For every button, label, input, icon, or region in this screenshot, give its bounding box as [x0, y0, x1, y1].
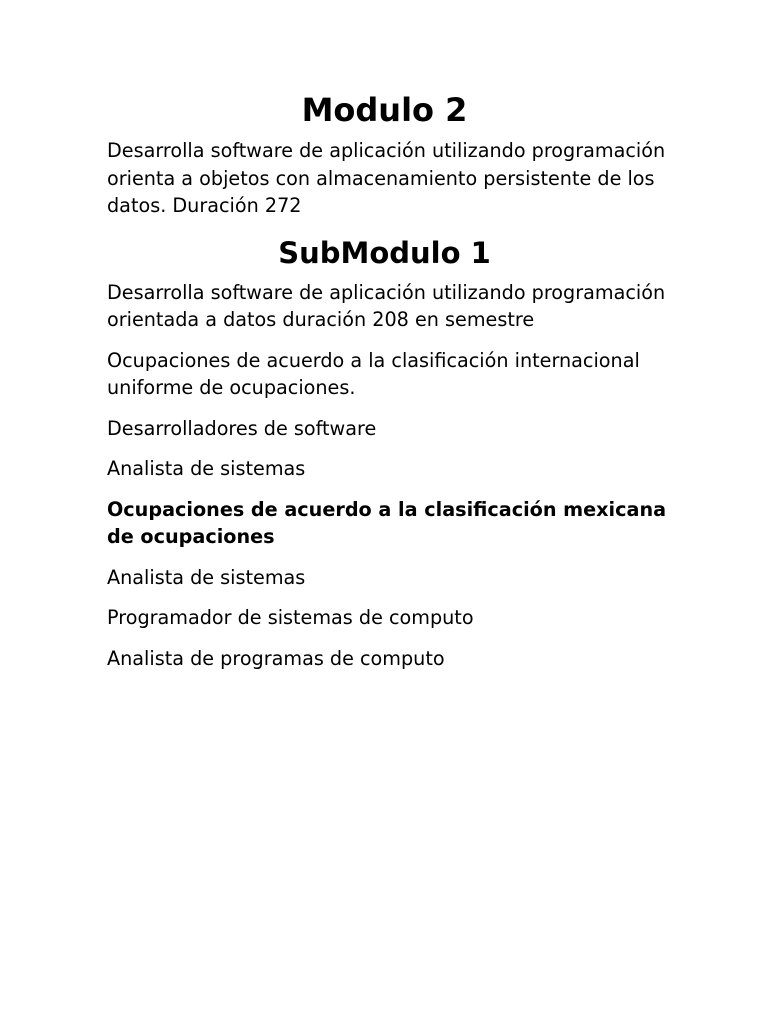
occupation-item: Analista de sistemas — [107, 457, 306, 480]
submodule-title: SubModulo 1 — [278, 235, 491, 270]
occupation-item: Analista de sistemas — [107, 565, 306, 589]
occupation-item: Programador de sistemas de computo — [107, 606, 474, 629]
occupation-item: Analista de programas de computo — [107, 646, 445, 670]
module-title: Modulo 2 — [301, 91, 468, 129]
module-description: Desarrolla software de aplicación utilizando programación orienta a objetos con almacenamiento persistente de los datos. Duración 272 — [107, 139, 666, 217]
international-occupations-heading: Ocupaciones de acuerdo a la clasificación internacional uniforme de ocupaciones. — [107, 348, 640, 399]
submodule-description: Desarrolla software de aplicación utilizando programación orientada a datos duración 208 en semestre — [107, 280, 666, 331]
mexican-occupations-heading: Ocupaciones de acuerdo a la clasificación mexicana de ocupaciones — [107, 497, 667, 548]
document-page — [107, 88, 667, 685]
occupation-item: Desarrolladores de software — [107, 416, 377, 440]
